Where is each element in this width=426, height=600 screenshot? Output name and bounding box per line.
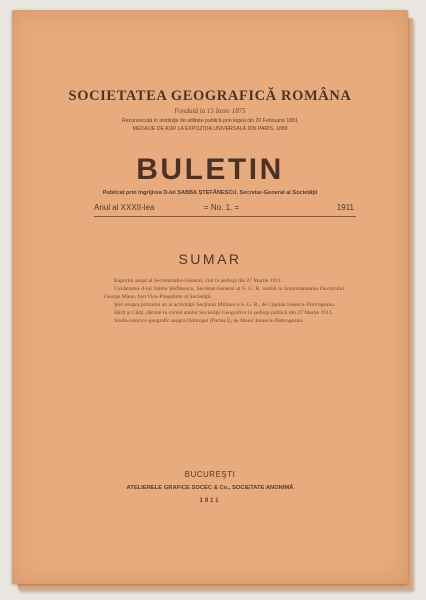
issue-year: 1911 bbox=[336, 203, 354, 212]
contents-item: Ştiri asupra primului an al activităţii Secţiunii Militare a S. G. R., de Căpitan Ionescu-Dobrogeanu. bbox=[114, 301, 336, 308]
contents-heading: SUMAR bbox=[178, 251, 242, 267]
volume-label: Anul al XXXII-lea bbox=[94, 203, 155, 212]
contents-item: Raportul anual al Secretariului-General, citit în şedinţa din 27 Martie 1911. bbox=[114, 278, 283, 284]
founding-date: Fondată la 15 Iunie 1875 bbox=[174, 107, 246, 115]
publisher-line: Publicat prin îngrijirea D-lui SABBA ŞTEFĂNESCU, Secretar-General al Societăţii bbox=[102, 190, 318, 196]
medal-line: MEDALIE DE AUR LA EXPOZIŢIA UNIVERSALĂ DIN PARIS, 1889 bbox=[132, 126, 288, 132]
issue-rule bbox=[94, 216, 356, 217]
contents-list bbox=[104, 278, 344, 326]
contents-item: Hărţi şi Cărţi, dăruite în cursul anului Societăţii Geografice în şedinţa publică din 27 Martie 1911. bbox=[114, 309, 333, 316]
booklet-cover bbox=[12, 10, 408, 584]
imprint-city: BUCUREŞTI bbox=[184, 470, 236, 479]
imprint-year: 1911 bbox=[199, 498, 221, 504]
issue-info bbox=[94, 203, 354, 213]
publication-title: BULETIN bbox=[136, 153, 284, 186]
contents-item: Cuvântarea d-lui Sabba Ştefănescu, Secretar-General al S. G. R. rostită la înmormântarea Doctorului George Manu, fost Vice-Preşedinte al Societăţii. bbox=[104, 285, 344, 300]
society-name: SOCIETATEA GEOGRAFICĂ ROMÂNA bbox=[68, 88, 352, 104]
issue-number: = No. 1. = bbox=[204, 203, 240, 212]
contents-item: Studiu istorico-geografic asupra Dobrogei (Partea I), de Maior Ionescu-Dobrogeanu. bbox=[114, 317, 304, 324]
printer-name: ATELIERELE GRAFICE SOCEC & Co., SOCIETATE ANONIMĂ bbox=[126, 485, 294, 491]
recognition-line: Recunoscută în instituţie de utilitate publică prin legea din 20 Februarie 1881 bbox=[122, 118, 298, 124]
